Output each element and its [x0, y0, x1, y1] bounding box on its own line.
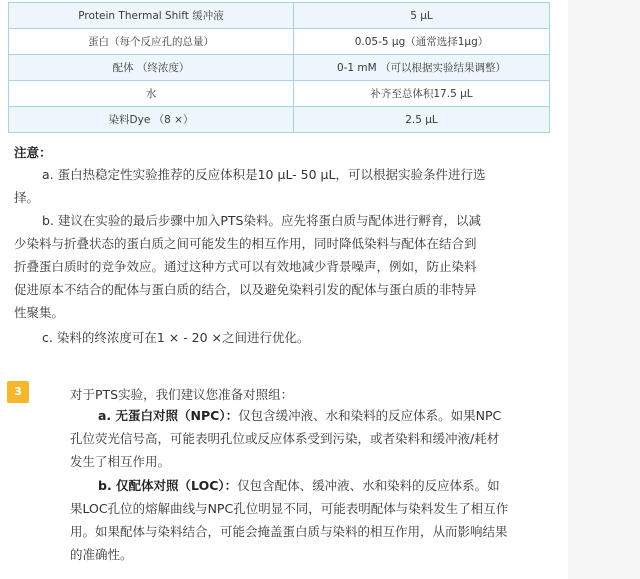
note-a-line: 择。 — [14, 190, 40, 205]
npc-line: 孔位荧光信号高，可能表明孔位或反应体系受到污染，或者染料和缓冲液/耗材 — [70, 431, 500, 446]
note-b — [14, 209, 550, 324]
table-cell: 蛋白（每个反应孔的总量） — [9, 29, 294, 55]
loc-line: 果LOC孔位的熔解曲线与NPC孔位明显不同，可能表明配体与染料发生了相互作 — [70, 501, 509, 516]
note-b-line: 性聚集。 — [14, 305, 65, 320]
loc-line — [70, 474, 550, 497]
table-cell: 水 — [9, 81, 294, 107]
step-number-badge: 3 — [7, 381, 29, 403]
table-row — [9, 81, 550, 107]
loc-line: 用。如果配体与染料结合，可能会掩盖蛋白质与染料的相互作用，从而影响结果 — [70, 524, 508, 539]
section-intro: 对于PTS实验，我们建议您准备对照组： — [70, 387, 294, 402]
note-b-line: 促进原本不结合的配体与蛋白质的结合，以及避免染料引发的配体与蛋白质的非特异 — [14, 282, 477, 297]
table-row — [9, 55, 550, 81]
loc-control — [70, 474, 550, 566]
note-b-line: 少染料与折叠状态的蛋白质之间可能发生的相互作用，同时降低染料与配体在结合到 — [14, 236, 477, 251]
table-cell: Protein Thermal Shift 缓冲液 — [9, 3, 294, 29]
table-row — [9, 29, 550, 55]
note-c — [14, 326, 550, 349]
notes-heading: 注意： — [14, 145, 52, 160]
reagent-table — [8, 2, 550, 133]
table-cell: 染料Dye （8 ×） — [9, 107, 294, 133]
right-margin-panel — [568, 0, 640, 579]
table-cell: 5 μL — [294, 3, 550, 29]
table-cell: 0-1 mM （可以根据实验结果调整） — [294, 55, 550, 81]
note-b-line: 折叠蛋白质时的竞争效应。通过这种方式可以有效地减少背景噪声，例如，防止染料 — [14, 259, 477, 274]
npc-line: 发生了相互作用。 — [70, 454, 171, 469]
table-cell: 补齐至总体积17.5 μL — [294, 81, 550, 107]
npc-control — [70, 404, 550, 473]
table-row — [9, 3, 550, 29]
note-c-line: c. 染料的终浓度可在1 × - 20 ×之间进行优化。 — [42, 330, 310, 345]
note-a-line: a. 蛋白热稳定性实验推荐的反应体积是10 μL- 50 μL，可以根据实验条件进行选 — [42, 167, 486, 182]
table-cell: 配体 （终浓度） — [9, 55, 294, 81]
npc-text: 仅包含缓冲液、水和染料的反应体系。如果NPC — [238, 408, 502, 423]
loc-line: 的准确性。 — [70, 547, 133, 562]
table-row — [9, 107, 550, 133]
loc-text: 仅包含配体、缓冲液、水和染料的反应体系。如 — [237, 478, 500, 493]
note-b-line: b. 建议在实验的最后步骤中加入PTS染料。应先将蛋白质与配体进行孵育，以减 — [42, 213, 481, 228]
table-cell: 0.05-5 μg（通常选择1μg） — [294, 29, 550, 55]
loc-title: b. 仅配体对照（LOC）： — [98, 478, 238, 493]
npc-title: a. 无蛋白对照（NPC）： — [98, 408, 239, 423]
table-cell: 2.5 μL — [294, 107, 550, 133]
npc-line — [70, 404, 550, 427]
note-a — [14, 163, 550, 209]
